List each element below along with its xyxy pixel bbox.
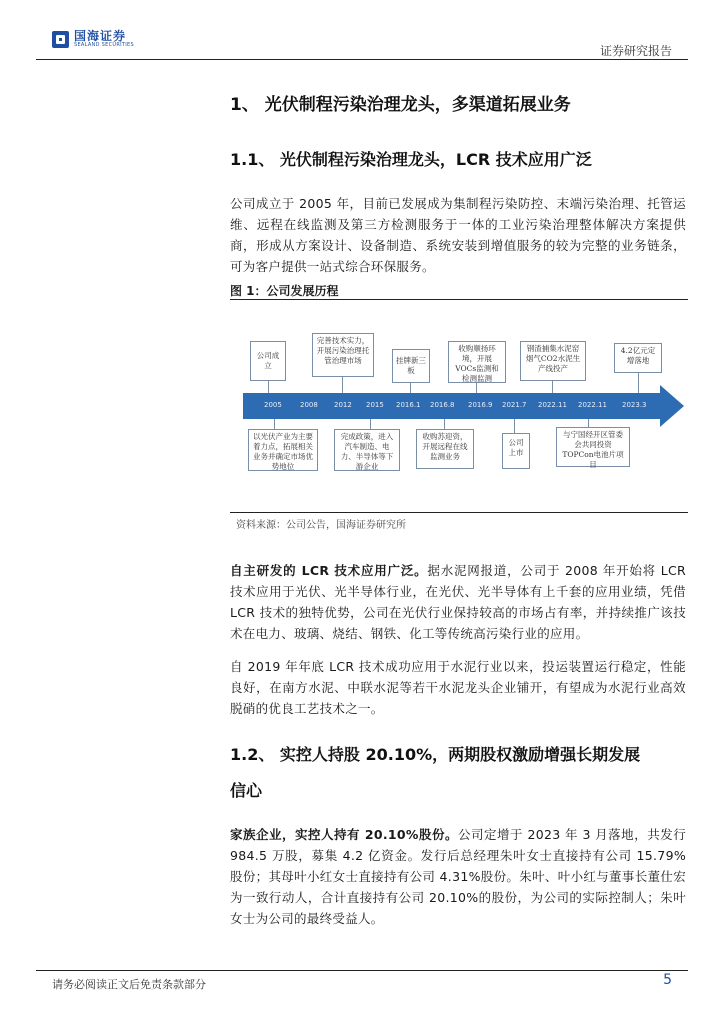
timeline-year: 2021.7 [502, 401, 527, 409]
milestone-connector [274, 419, 275, 429]
milestone-connector [410, 383, 411, 393]
milestone-box: 挂牌新三板 [392, 349, 430, 383]
milestone-connector [476, 383, 477, 393]
milestone-box: 收购苏迎资，开展远程在线监测业务 [416, 429, 474, 469]
report-type: 证券研究报告 [599, 44, 672, 58]
milestone-box: 以光伏产业为主要着力点，拓展相关业务并确定市场优势地位 [248, 429, 318, 471]
timeline-arrow [660, 385, 684, 427]
milestone-box: 与宁国经开区管委会共同投资TOPCon电池片项目 [556, 427, 630, 467]
page-number: 5 [663, 972, 672, 988]
ownership-lead: 家族企业，实控人持有 20.10%股份。 [230, 827, 458, 842]
company-logo [52, 30, 134, 48]
logo-icon [52, 31, 69, 48]
logo-name-en: SEALAND SECURITIES [74, 42, 134, 48]
timeline-year: 2005 [264, 401, 282, 409]
milestone-box: 4.2亿元定增落地 [614, 343, 662, 373]
timeline-year: 2016.9 [468, 401, 493, 409]
footer-divider [36, 970, 688, 971]
footer-disclaimer: 请务必阅读正文后免责条款部分 [52, 978, 206, 991]
timeline-year: 2008 [300, 401, 318, 409]
cement-paragraph: 自 2019 年年底 LCR 技术成功应用于水泥行业以来，投运装置运行稳定，性能良好，在南方水泥、中联水泥等若干水泥龙头企业铺开，有望成为水泥行业高效脱硝的优良工艺技术之一。 [230, 659, 686, 716]
milestone-box: 收购顺扬环境，开展VOCs监测和检测监测 [448, 341, 506, 383]
timeline-year: 2022.11 [578, 401, 607, 409]
milestone-connector [370, 419, 371, 429]
milestone-connector [514, 419, 515, 433]
milestone-box: 钢渣捕集水泥窑烟气CO2水泥生产线投产 [520, 341, 586, 381]
milestone-box: 完善技术实力，开展污染治理托管治理市场 [312, 333, 374, 377]
milestone-box: 完成政策，进入汽车制造、电力、半导体等下游企业 [334, 429, 400, 471]
figure-top-rule [230, 299, 688, 300]
timeline-year: 2023.3 [622, 401, 647, 409]
section-1-1-heading: 1.1、 光伏制程污染治理龙头，LCR 技术应用广泛 [230, 150, 592, 169]
timeline-year: 2016.1 [396, 401, 421, 409]
section-1-2-heading-cont: 信心 [230, 781, 263, 800]
milestone-connector [588, 419, 589, 427]
milestone-connector [342, 377, 343, 393]
lcr-paragraph [230, 560, 686, 644]
header-divider [36, 59, 688, 60]
milestone-connector [552, 381, 553, 393]
section-1-heading: 1、 光伏制程污染治理龙头，多渠道拓展业务 [230, 95, 571, 115]
figure-bottom-rule [230, 512, 688, 513]
ownership-body: 公司定增于 2023 年 3 月落地，共发行 984.5 万股，募集 4.2 亿资金。发行后总经理朱叶女士直接持有公司 15.79%股份；其母叶小红女士直接持有公司 4.31%股份。朱叶、叶小红与董事长董仕宏为一致行动人，合计直接持有公司 20.10%的股份，为公司的实际控制人；朱叶女士为公司的最终受益人。 [230, 827, 687, 926]
figure-1-title: 图 1：公司发展历程 [230, 284, 339, 298]
timeline-year: 2012 [334, 401, 352, 409]
intro-paragraph: 公司成立于 2005 年，目前已发展成为集制程污染防控、末端污染治理、托管运维、远程在线监测及第三方检测服务于一体的工业污染治理整体解决方案提供商，形成从方案设计、设备制造、系统安装到增值服务的较为完整的业务链条，可为客户提供一站式综合环保服务。 [230, 196, 686, 274]
milestone-connector [638, 373, 639, 393]
lcr-lead: 自主研发的 LCR 技术应用广泛。 [230, 563, 428, 578]
milestone-box: 公司上市 [502, 433, 530, 469]
milestone-box: 公司成立 [250, 341, 286, 381]
figure-source: 资料来源：公司公告，国海证券研究所 [236, 520, 406, 531]
company-timeline [230, 305, 688, 510]
milestone-connector [268, 381, 269, 393]
page-header [0, 0, 724, 60]
ownership-paragraph [230, 824, 686, 929]
milestone-connector [444, 419, 445, 429]
section-1-2-heading: 1.2、 实控人持股 20.10%，两期股权激励增强长期发展 [230, 745, 641, 764]
timeline-year: 2015 [366, 401, 384, 409]
logo-name-cn: 国海证券 [74, 29, 127, 43]
timeline-year: 2016.8 [430, 401, 455, 409]
lcr-body: 据水泥网报道，公司于 2008 年开始将 LCR 技术应用于光伏、光半导体行业，在光伏、光半导体有上千套的应用业绩，凭借 LCR 技术的独特优势，公司在光伏行业保持较高的市场占有率，并持续推广该技术在电力、玻璃、烧结、钢铁、化工等传统高污染行业的应用。 [230, 563, 687, 641]
timeline-year: 2022.11 [538, 401, 567, 409]
